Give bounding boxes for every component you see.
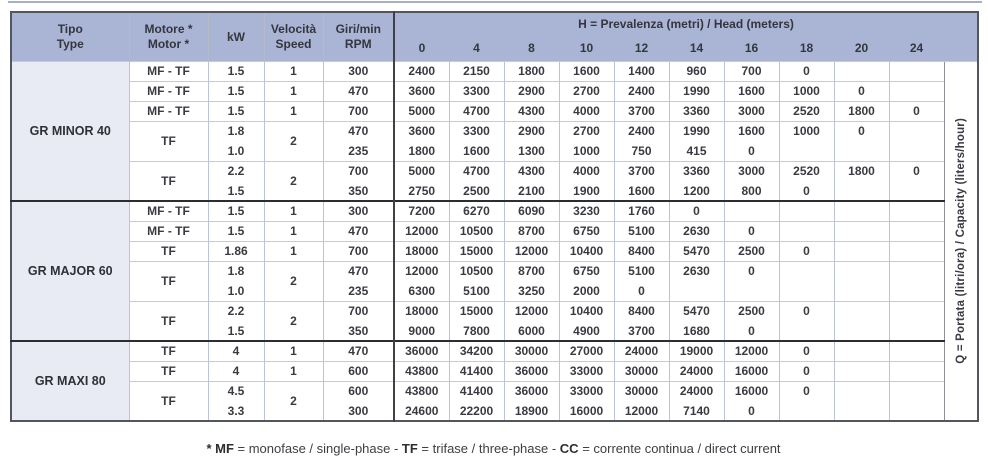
capacity-value-cell: 3360 xyxy=(669,101,724,121)
capacity-value-cell: 12000 xyxy=(504,241,559,261)
motor-label-it: Motore * xyxy=(144,21,193,36)
capacity-value-cell xyxy=(889,141,944,161)
capacity-value-cell: 4300 xyxy=(504,101,559,121)
capacity-value-cell: 0 xyxy=(779,341,834,361)
capacity-value-cell: 41400 xyxy=(449,381,504,401)
capacity-value-cell: 0 xyxy=(834,121,889,141)
speed-cell: 1 xyxy=(264,101,323,121)
capacity-value-cell: 960 xyxy=(669,61,724,81)
speed-cell: 2 xyxy=(264,381,323,421)
table-row xyxy=(11,221,978,241)
speed-cell: 1 xyxy=(264,201,323,221)
capacity-value-cell: 6300 xyxy=(394,281,449,301)
kw-cell: 4 xyxy=(208,341,264,361)
capacity-value-cell: 1300 xyxy=(504,141,559,161)
capacity-value-cell: 3000 xyxy=(724,101,779,121)
speed-cell: 1 xyxy=(264,221,323,241)
footnote-text: = trifase / three-phase - xyxy=(417,441,560,456)
head-value: 14 xyxy=(669,35,724,61)
capacity-value-cell xyxy=(889,81,944,101)
capacity-value-cell: 0 xyxy=(889,161,944,181)
capacity-value-cell xyxy=(889,281,944,301)
capacity-value-cell xyxy=(779,401,834,421)
table-row xyxy=(11,81,978,101)
rpm-cell: 350 xyxy=(323,181,394,201)
pump-performance-table xyxy=(10,11,979,422)
capacity-value-cell: 0 xyxy=(724,401,779,421)
motor-cell: TF xyxy=(129,261,208,301)
capacity-value-cell: 1800 xyxy=(504,61,559,81)
capacity-value-cell: 1400 xyxy=(614,61,669,81)
capacity-value-cell xyxy=(889,341,944,361)
kw-column-header: kW xyxy=(208,12,264,61)
capacity-value-cell xyxy=(889,201,944,221)
footnote-abbrev: CC xyxy=(559,441,579,456)
capacity-value-cell xyxy=(889,181,944,201)
capacity-value-cell xyxy=(779,261,834,281)
motor-cell: MF - TF xyxy=(129,201,208,221)
capacity-value-cell: 15000 xyxy=(449,241,504,261)
capacity-value-cell: 15000 xyxy=(449,301,504,321)
capacity-value-cell: 2500 xyxy=(449,181,504,201)
table-row xyxy=(11,241,978,261)
capacity-value-cell: 0 xyxy=(669,201,724,221)
speed-cell: 1 xyxy=(264,361,323,381)
kw-cell: 1.5 xyxy=(208,61,264,81)
capacity-value-cell: 4700 xyxy=(449,161,504,181)
capacity-value-cell xyxy=(889,241,944,261)
capacity-value-cell: 30000 xyxy=(504,341,559,361)
capacity-value-cell: 24000 xyxy=(669,361,724,381)
capacity-value-cell xyxy=(779,141,834,161)
capacity-value-cell: 1000 xyxy=(559,141,614,161)
capacity-value-cell: 30000 xyxy=(614,381,669,401)
capacity-value-cell: 8400 xyxy=(614,241,669,261)
speed-cell: 1 xyxy=(264,241,323,261)
capacity-value-cell: 0 xyxy=(779,61,834,81)
head-value: 20 xyxy=(834,35,889,61)
rpm-cell: 470 xyxy=(323,81,394,101)
capacity-value-cell: 5000 xyxy=(394,161,449,181)
kw-cell: 2.2 xyxy=(208,161,264,181)
capacity-value-cell xyxy=(834,241,889,261)
capacity-value-cell: 1600 xyxy=(449,141,504,161)
head-value: 16 xyxy=(724,35,779,61)
capacity-value-cell xyxy=(889,381,944,401)
head-value: 10 xyxy=(559,35,614,61)
kw-cell: 4.5 xyxy=(208,381,264,401)
head-symbol: H xyxy=(578,17,587,31)
capacity-value-cell: 30000 xyxy=(614,361,669,381)
capacity-value-cell: 4000 xyxy=(559,101,614,121)
speed-cell: 2 xyxy=(264,301,323,341)
capacity-value-cell: 1990 xyxy=(669,81,724,101)
rpm-column-header xyxy=(323,12,394,61)
capacity-value-cell: 3250 xyxy=(504,281,559,301)
kw-cell: 3.3 xyxy=(208,401,264,421)
capacity-value-cell: 0 xyxy=(724,321,779,341)
capacity-value-cell: 2400 xyxy=(614,81,669,101)
head-value: 24 xyxy=(889,35,944,61)
capacity-value-cell: 3600 xyxy=(394,121,449,141)
capacity-value-cell: 1800 xyxy=(394,141,449,161)
capacity-value-cell: 2900 xyxy=(504,121,559,141)
kw-cell: 1.5 xyxy=(208,221,264,241)
capacity-value-cell: 33000 xyxy=(559,361,614,381)
capacity-value-cell: 1800 xyxy=(834,101,889,121)
capacity-value-cell: 1600 xyxy=(724,81,779,101)
speed-column-header xyxy=(264,12,323,61)
kw-cell: 1.5 xyxy=(208,101,264,121)
capacity-value-cell: 5100 xyxy=(614,221,669,241)
capacity-value-cell: 22200 xyxy=(449,401,504,421)
capacity-value-cell: 33000 xyxy=(559,381,614,401)
capacity-value-cell xyxy=(834,401,889,421)
q-axis-label: Q = Portata (litri/ora) / Capacity (liters/hour) xyxy=(954,117,967,364)
capacity-value-cell: 41400 xyxy=(449,361,504,381)
rpm-cell: 470 xyxy=(323,221,394,241)
rpm-cell: 600 xyxy=(323,381,394,401)
capacity-value-cell: 5000 xyxy=(394,101,449,121)
rpm-cell: 700 xyxy=(323,241,394,261)
rpm-cell: 470 xyxy=(323,261,394,281)
capacity-value-cell: 10400 xyxy=(559,241,614,261)
capacity-value-cell: 2700 xyxy=(559,81,614,101)
capacity-value-cell: 36000 xyxy=(394,341,449,361)
head-value: 0 xyxy=(394,35,449,61)
capacity-value-cell: 16000 xyxy=(559,401,614,421)
motor-cell: TF xyxy=(129,341,208,361)
capacity-value-cell: 0 xyxy=(834,81,889,101)
capacity-value-cell: 4300 xyxy=(504,161,559,181)
capacity-value-cell: 36000 xyxy=(504,381,559,401)
capacity-value-cell: 2500 xyxy=(724,241,779,261)
capacity-value-cell xyxy=(834,321,889,341)
footnote-abbrev: * MF xyxy=(206,441,234,456)
table-row xyxy=(11,261,978,281)
capacity-value-cell: 34200 xyxy=(449,341,504,361)
capacity-value-cell: 24000 xyxy=(614,341,669,361)
rpm-cell: 350 xyxy=(323,321,394,341)
capacity-value-cell: 0 xyxy=(779,361,834,381)
capacity-value-cell: 4900 xyxy=(559,321,614,341)
capacity-value-cell xyxy=(889,121,944,141)
speed-cell: 2 xyxy=(264,261,323,301)
capacity-value-cell: 16000 xyxy=(724,361,779,381)
capacity-value-cell: 3230 xyxy=(559,201,614,221)
capacity-value-cell: 7800 xyxy=(449,321,504,341)
capacity-value-cell xyxy=(779,281,834,301)
capacity-value-cell: 24600 xyxy=(394,401,449,421)
capacity-value-cell: 2520 xyxy=(779,101,834,121)
table-row xyxy=(11,61,978,81)
capacity-value-cell: 2630 xyxy=(669,261,724,281)
capacity-value-cell: 800 xyxy=(724,181,779,201)
capacity-value-cell: 2100 xyxy=(504,181,559,201)
capacity-value-cell: 6090 xyxy=(504,201,559,221)
capacity-value-cell: 3360 xyxy=(669,161,724,181)
kw-cell: 1.5 xyxy=(208,201,264,221)
capacity-value-cell: 0 xyxy=(724,141,779,161)
speed-cell: 2 xyxy=(264,121,323,161)
footnote xyxy=(10,441,977,456)
group-name-cell: GR MINOR 40 xyxy=(11,61,129,201)
rpm-label-en: RPM xyxy=(344,36,372,51)
capacity-value-cell: 3700 xyxy=(614,161,669,181)
table-header xyxy=(11,12,978,61)
capacity-value-cell xyxy=(889,401,944,421)
capacity-value-cell: 1760 xyxy=(614,201,669,221)
capacity-value-cell: 18000 xyxy=(394,241,449,261)
capacity-value-cell: 3700 xyxy=(614,321,669,341)
kw-cell: 1.0 xyxy=(208,141,264,161)
rpm-cell: 235 xyxy=(323,281,394,301)
capacity-value-cell: 10500 xyxy=(449,261,504,281)
capacity-value-cell: 3600 xyxy=(394,81,449,101)
footnote-abbrev: TF xyxy=(401,441,418,456)
capacity-value-cell: 0 xyxy=(614,281,669,301)
capacity-value-cell: 0 xyxy=(779,181,834,201)
tipo-label-en: Type xyxy=(56,36,84,51)
capacity-value-cell xyxy=(834,301,889,321)
capacity-value-cell: 700 xyxy=(724,61,779,81)
table-row xyxy=(11,101,978,121)
motor-cell: TF xyxy=(129,301,208,341)
capacity-value-cell: 8700 xyxy=(504,261,559,281)
footnote-text: = monofase / single-phase - xyxy=(233,441,402,456)
capacity-value-cell: 5470 xyxy=(669,301,724,321)
table-body xyxy=(11,61,978,421)
capacity-value-cell: 3700 xyxy=(614,101,669,121)
head-value: 18 xyxy=(779,35,834,61)
capacity-value-cell: 24000 xyxy=(669,381,724,401)
motor-cell: MF - TF xyxy=(129,81,208,101)
capacity-value-cell: 0 xyxy=(779,241,834,261)
capacity-value-cell: 12000 xyxy=(724,341,779,361)
motor-cell: MF - TF xyxy=(129,221,208,241)
motor-cell: MF - TF xyxy=(129,101,208,121)
kw-cell: 1.0 xyxy=(208,281,264,301)
speed-cell: 1 xyxy=(264,61,323,81)
capacity-value-cell: 2700 xyxy=(559,121,614,141)
kw-cell: 1.8 xyxy=(208,121,264,141)
table-row xyxy=(11,121,978,141)
tipo-column-header xyxy=(11,12,129,61)
table-row xyxy=(11,381,978,401)
capacity-value-cell: 10500 xyxy=(449,221,504,241)
motor-cell: TF xyxy=(129,121,208,161)
capacity-value-cell: 1600 xyxy=(724,121,779,141)
capacity-value-cell: 6750 xyxy=(559,221,614,241)
capacity-value-cell: 8700 xyxy=(504,221,559,241)
motor-cell: TF xyxy=(129,241,208,261)
capacity-value-cell xyxy=(834,361,889,381)
capacity-value-cell: 12000 xyxy=(394,261,449,281)
capacity-value-cell xyxy=(669,281,724,301)
capacity-value-cell: 1600 xyxy=(559,61,614,81)
capacity-value-cell xyxy=(834,61,889,81)
q-axis-cell xyxy=(944,61,978,421)
capacity-value-cell: 3300 xyxy=(449,121,504,141)
capacity-value-cell xyxy=(834,201,889,221)
motor-column-header xyxy=(129,12,208,61)
capacity-value-cell: 3300 xyxy=(449,81,504,101)
capacity-value-cell: 1000 xyxy=(779,121,834,141)
tipo-label-it: Tipo xyxy=(57,21,83,36)
capacity-value-cell: 5470 xyxy=(669,241,724,261)
table-row xyxy=(11,301,978,321)
capacity-value-cell: 1680 xyxy=(669,321,724,341)
capacity-value-cell: 5100 xyxy=(614,261,669,281)
speed-cell: 1 xyxy=(264,341,323,361)
speed-cell: 2 xyxy=(264,161,323,201)
capacity-value-cell: 2500 xyxy=(724,301,779,321)
capacity-value-cell: 2630 xyxy=(669,221,724,241)
capacity-value-cell: 18000 xyxy=(394,301,449,321)
capacity-value-cell: 1200 xyxy=(669,181,724,201)
rpm-cell: 600 xyxy=(323,361,394,381)
capacity-value-cell: 16000 xyxy=(724,381,779,401)
footnote-text: = corrente continua / direct current xyxy=(578,441,781,456)
capacity-value-cell: 4000 xyxy=(559,161,614,181)
capacity-value-cell: 5100 xyxy=(449,281,504,301)
capacity-value-cell: 2400 xyxy=(394,61,449,81)
capacity-value-cell: 7140 xyxy=(669,401,724,421)
table-row xyxy=(11,161,978,181)
capacity-value-cell: 0 xyxy=(779,381,834,401)
capacity-value-cell xyxy=(889,301,944,321)
capacity-value-cell: 1000 xyxy=(779,81,834,101)
capacity-value-cell: 18900 xyxy=(504,401,559,421)
head-q-spacer xyxy=(944,35,978,61)
capacity-value-cell: 1600 xyxy=(614,181,669,201)
rpm-label-it: Giri/min xyxy=(335,21,381,36)
capacity-value-cell: 12000 xyxy=(394,221,449,241)
capacity-value-cell: 8400 xyxy=(614,301,669,321)
motor-label-en: Motor * xyxy=(147,36,190,51)
capacity-value-cell: 2520 xyxy=(779,161,834,181)
motor-cell: TF xyxy=(129,381,208,421)
capacity-value-cell xyxy=(834,181,889,201)
rpm-cell: 470 xyxy=(323,341,394,361)
capacity-value-cell xyxy=(724,281,779,301)
head-value: 4 xyxy=(449,35,504,61)
capacity-value-cell xyxy=(889,61,944,81)
capacity-value-cell: 1990 xyxy=(669,121,724,141)
kw-cell: 1.8 xyxy=(208,261,264,281)
kw-cell: 1.5 xyxy=(208,321,264,341)
capacity-value-cell: 415 xyxy=(669,141,724,161)
kw-cell: 4 xyxy=(208,361,264,381)
capacity-value-cell: 0 xyxy=(779,301,834,321)
capacity-value-cell: 10400 xyxy=(559,301,614,321)
head-value: 12 xyxy=(614,35,669,61)
capacity-value-cell: 6000 xyxy=(504,321,559,341)
capacity-value-cell: 12000 xyxy=(504,301,559,321)
rpm-cell: 235 xyxy=(323,141,394,161)
capacity-value-cell: 9000 xyxy=(394,321,449,341)
kw-cell: 1.5 xyxy=(208,81,264,101)
head-meters-title xyxy=(394,12,978,35)
group-name-cell: GR MAJOR 60 xyxy=(11,201,129,341)
speed-label-en: Speed xyxy=(275,36,312,51)
capacity-value-cell: 2750 xyxy=(394,181,449,201)
capacity-value-cell xyxy=(889,321,944,341)
rpm-cell: 700 xyxy=(323,301,394,321)
capacity-value-cell: 6750 xyxy=(559,261,614,281)
capacity-value-cell xyxy=(889,361,944,381)
kw-cell: 1.5 xyxy=(208,181,264,201)
capacity-value-cell xyxy=(834,381,889,401)
capacity-value-cell: 27000 xyxy=(559,341,614,361)
capacity-value-cell xyxy=(779,201,834,221)
table-row xyxy=(11,341,978,361)
capacity-value-cell xyxy=(724,201,779,221)
motor-cell: MF - TF xyxy=(129,61,208,81)
capacity-value-cell xyxy=(834,261,889,281)
capacity-value-cell xyxy=(834,341,889,361)
rpm-cell: 300 xyxy=(323,201,394,221)
capacity-value-cell: 43800 xyxy=(394,381,449,401)
capacity-value-cell xyxy=(834,141,889,161)
capacity-value-cell: 43800 xyxy=(394,361,449,381)
capacity-value-cell: 6270 xyxy=(449,201,504,221)
head-title-text: = Prevalenza (metri) / Head (meters) xyxy=(586,17,794,31)
capacity-value-cell: 0 xyxy=(724,221,779,241)
capacity-value-cell xyxy=(889,221,944,241)
speed-cell: 1 xyxy=(264,81,323,101)
kw-cell: 1.86 xyxy=(208,241,264,261)
capacity-value-cell xyxy=(889,261,944,281)
capacity-value-cell: 4700 xyxy=(449,101,504,121)
capacity-value-cell: 12000 xyxy=(614,401,669,421)
table-row xyxy=(11,361,978,381)
capacity-value-cell: 2400 xyxy=(614,121,669,141)
rpm-cell: 300 xyxy=(323,401,394,421)
capacity-value-cell: 2000 xyxy=(559,281,614,301)
capacity-value-cell xyxy=(779,221,834,241)
capacity-value-cell: 1800 xyxy=(834,161,889,181)
rpm-cell: 700 xyxy=(323,161,394,181)
capacity-value-cell xyxy=(834,221,889,241)
head-value: 8 xyxy=(504,35,559,61)
capacity-value-cell: 0 xyxy=(724,261,779,281)
motor-cell: TF xyxy=(129,361,208,381)
group-name-cell: GR MAXI 80 xyxy=(11,341,129,421)
capacity-value-cell: 19000 xyxy=(669,341,724,361)
capacity-value-cell: 750 xyxy=(614,141,669,161)
capacity-value-cell: 7200 xyxy=(394,201,449,221)
capacity-value-cell: 3000 xyxy=(724,161,779,181)
rpm-cell: 470 xyxy=(323,121,394,141)
rpm-cell: 700 xyxy=(323,101,394,121)
capacity-value-cell: 36000 xyxy=(504,361,559,381)
header-row-title xyxy=(11,12,978,35)
rpm-cell: 300 xyxy=(323,61,394,81)
capacity-value-cell xyxy=(779,321,834,341)
capacity-value-cell: 2900 xyxy=(504,81,559,101)
capacity-value-cell: 1900 xyxy=(559,181,614,201)
table-row xyxy=(11,201,978,221)
capacity-value-cell: 2150 xyxy=(449,61,504,81)
top-divider-rule xyxy=(8,1,982,3)
motor-cell: TF xyxy=(129,161,208,201)
kw-cell: 2.2 xyxy=(208,301,264,321)
capacity-value-cell xyxy=(834,281,889,301)
speed-label-it: Velocità xyxy=(270,21,317,36)
capacity-value-cell: 0 xyxy=(889,101,944,121)
